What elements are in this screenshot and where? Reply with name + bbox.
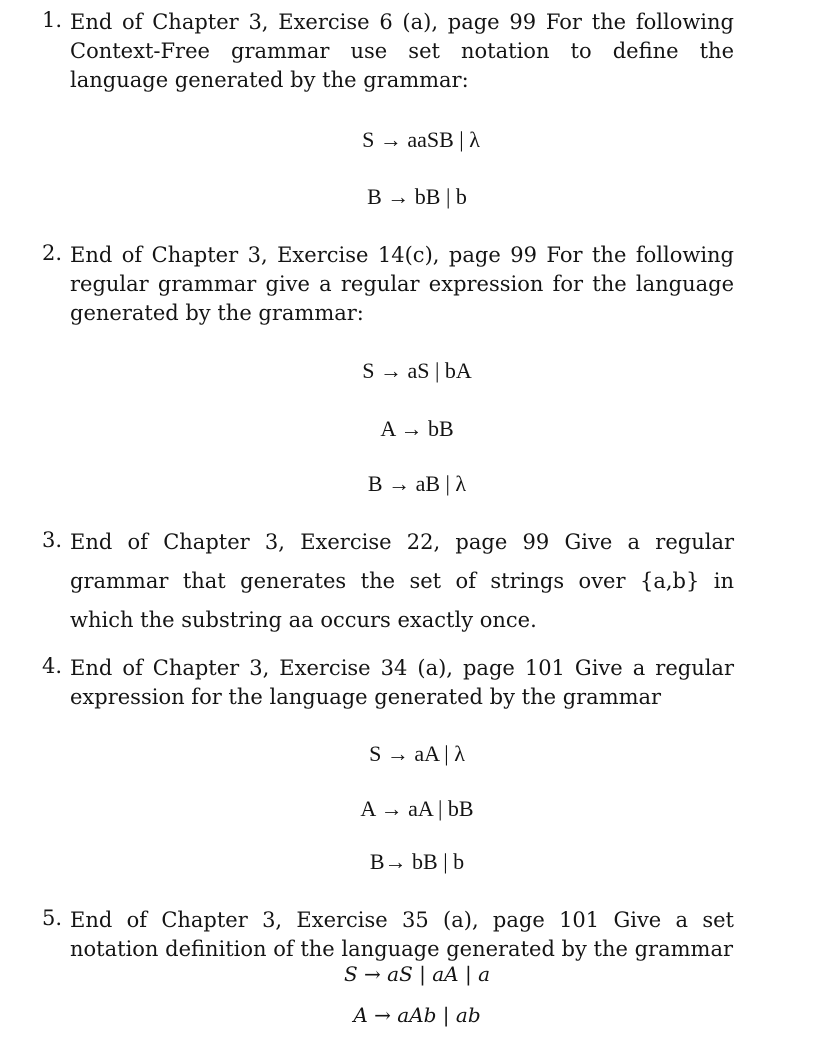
question-4 (42, 654, 734, 712)
question-number: 4. (42, 654, 63, 678)
question-2 (42, 241, 734, 328)
question-text: End of Chapter 3, Exercise 35 (a), page 101 Give a set notation definition of the language generated by the grammar (70, 908, 734, 961)
production-rule: B→ bB | b (369, 849, 465, 874)
production-rule: B → aB | λ (367, 471, 467, 496)
question-number: 5. (42, 906, 63, 930)
question-3 (42, 523, 734, 640)
production-rule: B → bB | b (367, 184, 467, 209)
question-number: 3. (42, 528, 63, 552)
question-5 (42, 906, 734, 964)
question-text: End of Chapter 3, Exercise 34 (a), page 101 Give a regular expression for the language generated by the grammar (70, 656, 734, 709)
question-number: 2. (42, 241, 63, 265)
question-number: 1. (42, 8, 63, 32)
production-rule: S → aS | aA | a (344, 962, 490, 986)
production-rule: A → aAb | ab (353, 1003, 481, 1027)
production-rule: S → aS | bA (362, 358, 472, 383)
production-rule: A → aA | bB (360, 796, 474, 821)
production-rule: S → aA | λ (369, 741, 465, 766)
question-1 (42, 8, 734, 95)
production-rule: A → bB (380, 416, 454, 441)
question-text: End of Chapter 3, Exercise 6 (a), page 99 For the following Context-Free grammar use set notation to define the language generated by the grammar: (70, 10, 734, 92)
question-text: End of Chapter 3, Exercise 14(c), page 99 For the following regular grammar give a regular expression for the language generated by the grammar: (70, 243, 734, 325)
question-text: End of Chapter 3, Exercise 22, page 99 Give a regular grammar that generates the set of strings over {a,b} in which the substring aa occurs exactly once. (70, 530, 734, 632)
production-rule: S → aaSB | λ (362, 127, 480, 152)
